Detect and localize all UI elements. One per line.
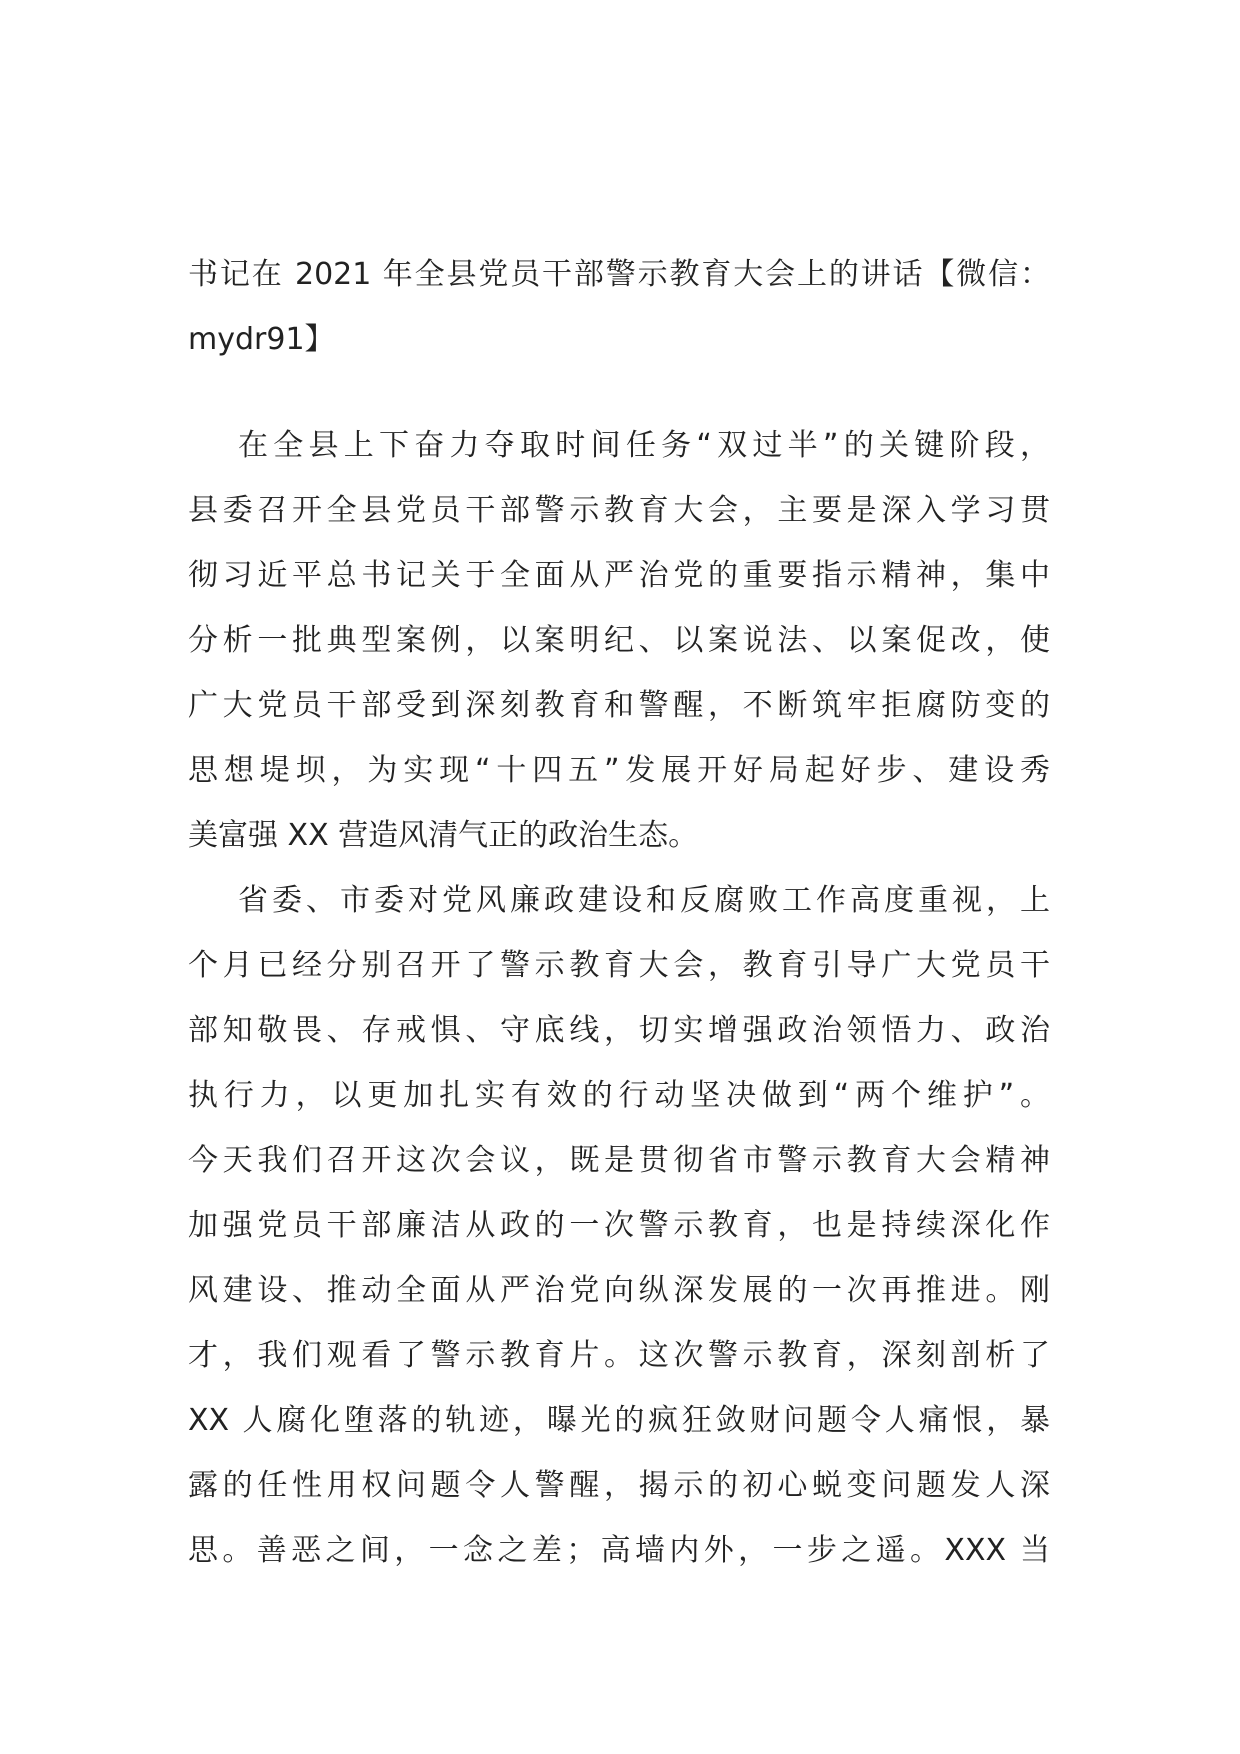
text-line: 个月已经分别召开了警示教育大会，教育引导广大党员干	[188, 948, 1050, 983]
text-line: 部知敬畏、存戒惧、守底线，切实增强政治领悟力、政治	[188, 1013, 1050, 1048]
text-line: 广大党员干部受到深刻教育和警醒，不断筑牢拒腐防变的	[188, 688, 1050, 723]
text-line: 执行力，以更加扎实有效的行动坚决做到“两个维护”。	[188, 1078, 1050, 1113]
text-line: 县委召开全县党员干部警示教育大会，主要是深入学习贯	[188, 493, 1050, 528]
text-line: 省委、市委对党风廉政建设和反腐败工作高度重视，上	[238, 883, 1050, 918]
text-line: 加强党员干部廉洁从政的一次警示教育，也是持续深化作	[188, 1208, 1050, 1243]
text-line: 才，我们观看了警示教育片。这次警示教育，深刻剖析了	[188, 1338, 1050, 1373]
text-line: 风建设、推动全面从严治党向纵深发展的一次再推进。刚	[188, 1273, 1050, 1308]
text-line: 彻习近平总书记关于全面从严治党的重要指示精神，集中	[188, 558, 1050, 593]
paragraph-2	[188, 868, 1050, 1583]
text-line: 分析一批典型案例，以案明纪、以案说法、以案促改，使	[188, 623, 1050, 658]
paragraph-1	[188, 413, 1050, 868]
text-line: XX 人腐化堕落的轨迹，曝光的疯狂敛财问题令人痛恨，暴	[188, 1403, 1050, 1438]
text-line: 思想堤坝，为实现“十四五”发展开好局起好步、建设秀	[188, 753, 1050, 788]
text-line: 美富强 XX 营造风清气正的政治生态。	[188, 818, 699, 853]
text-line: 今天我们召开这次会议，既是贯彻省市警示教育大会精神	[188, 1143, 1050, 1178]
title-line: mydr91】	[188, 322, 335, 357]
text-line: 思。善恶之间，一念之差；高墙内外，一步之遥。XXX 当	[188, 1533, 1050, 1568]
title-line: 书记在 2021 年全县党员干部警示教育大会上的讲话【微信：	[188, 257, 1050, 292]
document-title	[188, 242, 1050, 372]
text-line: 露的任性用权问题令人警醒，揭示的初心蜕变问题发人深	[188, 1468, 1050, 1503]
text-line: 在全县上下奋力夺取时间任务“双过半”的关键阶段，	[238, 428, 1050, 463]
